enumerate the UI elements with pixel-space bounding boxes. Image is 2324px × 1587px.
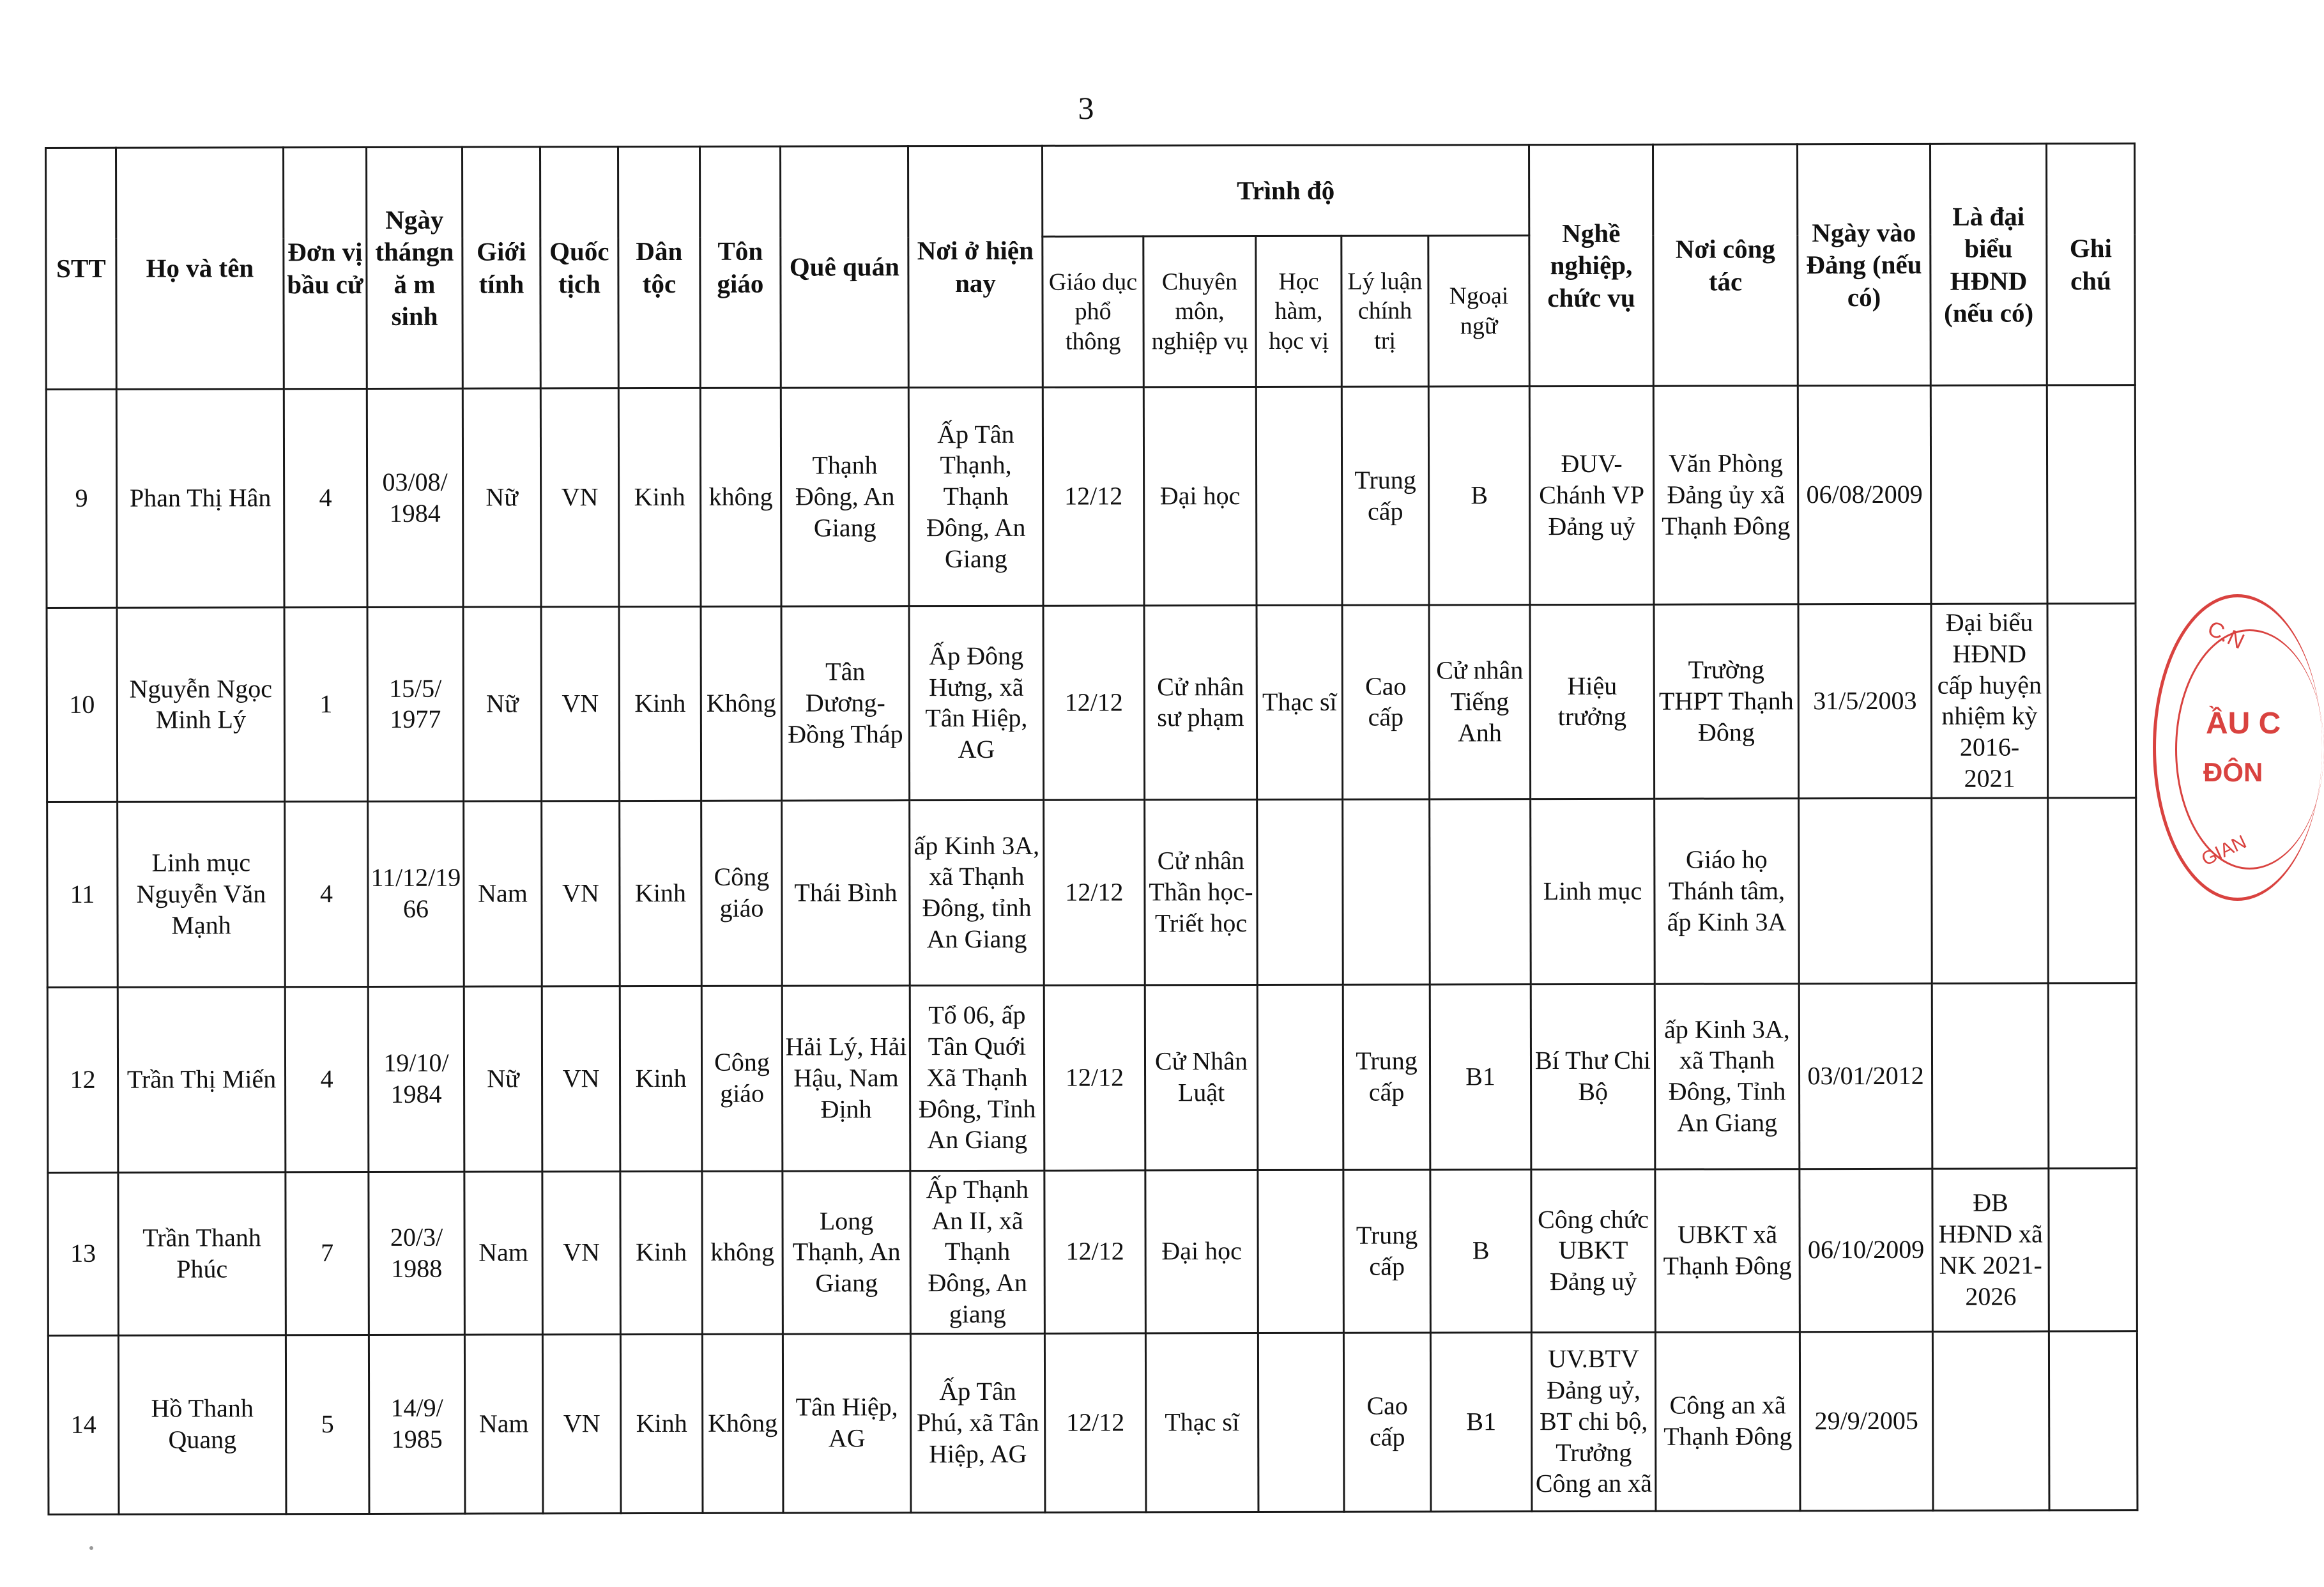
header-workplace: Nơi công tác bbox=[1653, 144, 1798, 386]
cell-occupation: Hiệu trưởng bbox=[1530, 604, 1655, 799]
cell-note bbox=[2049, 1168, 2137, 1331]
cell-party-date: 29/9/2005 bbox=[1800, 1331, 1933, 1510]
stamp-text: C.N bbox=[2203, 616, 2249, 654]
cell-religion: không bbox=[700, 388, 781, 606]
header-politics: Lý luận chính trị bbox=[1342, 236, 1428, 387]
cell-unit: 5 bbox=[286, 1335, 369, 1514]
cell-note bbox=[2047, 385, 2136, 604]
cell-stt: 13 bbox=[48, 1172, 119, 1335]
table-row bbox=[48, 1331, 2137, 1514]
cell-education: 12/12 bbox=[1044, 985, 1145, 1170]
scan-speck bbox=[89, 1546, 93, 1550]
stamp-text: ĐÔN bbox=[2203, 757, 2263, 787]
cell-nationality: VN bbox=[542, 801, 620, 986]
cell-name: Phan Thị Hân bbox=[116, 389, 284, 608]
cell-ethnicity: Kinh bbox=[618, 388, 701, 606]
cell-party-date bbox=[1799, 798, 1932, 983]
cell-language: B1 bbox=[1430, 984, 1531, 1169]
cell-education: 12/12 bbox=[1043, 387, 1144, 606]
cell-specialty: Cử nhân Thần học- Triết học bbox=[1145, 799, 1258, 985]
cell-language: Cử nhân Tiếng Anh bbox=[1429, 605, 1531, 799]
header-language: Ngoại ngữ bbox=[1428, 236, 1530, 387]
cell-residence: Ấp Đông Hưng, xã Tân Hiệp, AG bbox=[909, 606, 1044, 800]
cell-hometown: Long Thạnh, An Giang bbox=[783, 1170, 911, 1333]
cell-politics: Trung cấp bbox=[1343, 985, 1430, 1170]
cell-residence: Tổ 06, ấp Tân Quới Xã Thạnh Đông, Tỉnh An Giang bbox=[910, 985, 1044, 1170]
cell-delegate: Đại biểu HĐND cấp huyện nhiệm kỳ 2016-2021 bbox=[1931, 604, 2048, 798]
cell-specialty: Đại học bbox=[1143, 387, 1257, 606]
header-note: Ghi chú bbox=[2047, 144, 2136, 385]
cell-politics: Trung cấp bbox=[1343, 1170, 1431, 1333]
cell-religion: Không bbox=[701, 606, 782, 801]
cell-name: Hồ Thanh Quang bbox=[118, 1335, 286, 1514]
cell-ethnicity: Kinh bbox=[620, 986, 702, 1171]
cell-language bbox=[1430, 799, 1531, 984]
cell-name: Linh mục Nguyễn Văn Mạnh bbox=[118, 801, 286, 987]
header-hometown: Quê quán bbox=[781, 146, 909, 388]
header-delegate: Là đại biểu HĐND (nếu có) bbox=[1930, 144, 2047, 385]
cell-stt: 10 bbox=[47, 608, 118, 802]
cell-hometown: Hải Lý, Hải Hậu, Nam Định bbox=[782, 985, 910, 1170]
cell-gender: Nữ bbox=[463, 607, 542, 801]
cell-hometown: Thái Bình bbox=[782, 800, 910, 985]
table-row bbox=[47, 983, 2137, 1172]
cell-stt: 14 bbox=[48, 1335, 119, 1514]
cell-education: 12/12 bbox=[1044, 800, 1145, 985]
cell-workplace: ấp Kinh 3A, xã Thạnh Đông, Tỉnh An Giang bbox=[1655, 984, 1800, 1169]
cell-unit: 4 bbox=[284, 388, 367, 607]
candidate-table bbox=[45, 142, 2139, 1515]
cell-specialty: Thạc sĩ bbox=[1145, 1333, 1258, 1512]
cell-residence: Ấp Tân Phú, xã Tân Hiệp, AG bbox=[910, 1333, 1045, 1512]
cell-specialty: Đại học bbox=[1145, 1170, 1258, 1333]
cell-dob: 20/3/ 1988 bbox=[369, 1172, 465, 1335]
header-degree: Học hàm, học vị bbox=[1256, 236, 1342, 387]
cell-religion: Công giáo bbox=[701, 986, 783, 1171]
table-row bbox=[47, 604, 2136, 802]
cell-language: B1 bbox=[1430, 1332, 1532, 1511]
cell-ethnicity: Kinh bbox=[620, 1334, 703, 1513]
cell-degree bbox=[1258, 1170, 1344, 1333]
cell-stt: 9 bbox=[46, 389, 117, 608]
cell-dob: 19/10/ 1984 bbox=[368, 986, 464, 1172]
cell-delegate bbox=[1932, 1331, 2049, 1510]
cell-nationality: VN bbox=[542, 1334, 621, 1513]
cell-dob: 14/9/ 1985 bbox=[369, 1335, 465, 1514]
table-row bbox=[48, 1168, 2137, 1335]
cell-nationality: VN bbox=[540, 388, 619, 607]
cell-residence: Ấp Thạnh An II, xã Thạnh Đông, An giang bbox=[910, 1170, 1045, 1333]
cell-hometown: Thạnh Đông, An Giang bbox=[781, 388, 909, 606]
cell-delegate bbox=[1932, 798, 2049, 983]
cell-politics: Trung cấp bbox=[1342, 387, 1429, 605]
header-education: Giáo dục phổ thông bbox=[1043, 236, 1143, 387]
cell-note bbox=[2047, 604, 2136, 798]
header-gender: Giới tính bbox=[463, 147, 541, 388]
cell-gender: Nam bbox=[464, 1172, 543, 1335]
cell-dob: 15/5/ 1977 bbox=[367, 607, 464, 801]
cell-party-date: 31/5/2003 bbox=[1798, 604, 1932, 798]
cell-politics: Cao cấp bbox=[1343, 1333, 1431, 1512]
cell-residence: ấp Kinh 3A, xã Thạnh Đông, tỉnh An Giang bbox=[910, 800, 1044, 985]
cell-occupation: Bí Thư Chi Bộ bbox=[1531, 984, 1655, 1169]
header-trinh-do: Trình độ bbox=[1042, 145, 1529, 237]
cell-politics: Cao cấp bbox=[1342, 605, 1430, 799]
stamp-inner-ring bbox=[2175, 629, 2324, 870]
cell-party-date: 06/10/2009 bbox=[1800, 1169, 1933, 1331]
cell-workplace: Văn Phòng Đảng ủy xã Thạnh Đông bbox=[1653, 386, 1798, 604]
cell-occupation: Công chức UBKT Đảng uỷ bbox=[1531, 1169, 1656, 1332]
cell-religion: Không bbox=[702, 1334, 783, 1513]
cell-dob: 03/08/ 1984 bbox=[367, 388, 463, 607]
cell-unit: 4 bbox=[285, 801, 369, 986]
cell-education: 12/12 bbox=[1044, 1170, 1146, 1333]
cell-gender: Nam bbox=[464, 1335, 543, 1514]
cell-name: Trần Thanh Phúc bbox=[118, 1172, 286, 1335]
header-row-1 bbox=[46, 144, 2135, 239]
table-row bbox=[47, 797, 2137, 987]
cell-delegate bbox=[1930, 385, 2047, 604]
cell-stt: 12 bbox=[47, 987, 118, 1172]
cell-workplace: UBKT xã Thạnh Đông bbox=[1655, 1169, 1800, 1332]
cell-gender: Nữ bbox=[463, 388, 541, 607]
cell-delegate bbox=[1932, 983, 2049, 1169]
cell-specialty: Cử Nhân Luật bbox=[1145, 985, 1258, 1170]
cell-note bbox=[2048, 797, 2137, 983]
stamp-text: GIAN bbox=[2198, 831, 2250, 871]
cell-degree bbox=[1257, 799, 1343, 985]
page-number: 3 bbox=[1078, 90, 1094, 126]
cell-residence: Ấp Tân Thạnh, Thạnh Đông, An Giang bbox=[908, 387, 1043, 606]
cell-occupation: UV.BTV Đảng uỷ, BT chi bộ, Trưởng Công an xã bbox=[1531, 1332, 1656, 1511]
cell-nationality: VN bbox=[542, 986, 620, 1171]
cell-stt: 11 bbox=[47, 802, 118, 987]
cell-ethnicity: Kinh bbox=[620, 801, 702, 986]
cell-party-date: 06/08/2009 bbox=[1798, 385, 1931, 604]
cell-occupation: Linh mục bbox=[1531, 799, 1655, 984]
cell-degree bbox=[1256, 387, 1342, 605]
table-row bbox=[46, 385, 2136, 608]
cell-degree bbox=[1257, 985, 1343, 1170]
cell-workplace: Công an xã Thạnh Đông bbox=[1655, 1332, 1800, 1511]
cell-dob: 11/12/19 66 bbox=[368, 801, 464, 986]
cell-workplace: Trường THPT Thạnh Đông bbox=[1654, 604, 1799, 799]
header-residence: Nơi ở hiện nay bbox=[908, 146, 1043, 387]
header-dob: Ngày thángnă m sinh bbox=[367, 147, 463, 388]
cell-name: Nguyễn Ngọc Minh Lý bbox=[117, 608, 285, 802]
cell-religion: Công giáo bbox=[701, 801, 783, 986]
cell-education: 12/12 bbox=[1043, 606, 1145, 800]
cell-unit: 1 bbox=[284, 607, 368, 801]
cell-unit: 4 bbox=[285, 986, 369, 1172]
cell-delegate: ĐB HĐND xã NK 2021- 2026 bbox=[1932, 1169, 2049, 1331]
header-nationality: Quốc tịch bbox=[540, 147, 619, 388]
cell-occupation: ĐUV- Chánh VP Đảng uỷ bbox=[1529, 386, 1654, 604]
cell-degree bbox=[1258, 1333, 1344, 1512]
cell-language: B bbox=[1428, 387, 1530, 605]
header-specialty: Chuyên môn, nghiệp vụ bbox=[1143, 236, 1256, 387]
header-ethnicity: Dân tộc bbox=[618, 146, 701, 388]
cell-education: 12/12 bbox=[1044, 1333, 1146, 1512]
cell-gender: Nữ bbox=[464, 986, 542, 1172]
cell-language: B bbox=[1430, 1169, 1532, 1332]
header-name: Họ và tên bbox=[116, 148, 284, 390]
cell-ethnicity: Kinh bbox=[619, 606, 701, 801]
cell-note bbox=[2049, 1331, 2137, 1510]
cell-note bbox=[2048, 983, 2137, 1168]
header-occupation: Nghề nghiệp, chức vụ bbox=[1529, 144, 1654, 386]
cell-nationality: VN bbox=[542, 1171, 621, 1334]
cell-party-date: 03/01/2012 bbox=[1799, 983, 1932, 1169]
official-stamp bbox=[2153, 594, 2322, 901]
cell-specialty: Cử nhân sư phạm bbox=[1144, 606, 1257, 800]
cell-nationality: VN bbox=[541, 607, 620, 801]
header-unit: Đơn vị bầu cử bbox=[284, 147, 367, 388]
cell-unit: 7 bbox=[286, 1172, 369, 1335]
cell-ethnicity: Kinh bbox=[620, 1171, 703, 1334]
cell-politics bbox=[1343, 799, 1430, 985]
cell-degree: Thạc sĩ bbox=[1257, 605, 1343, 799]
cell-workplace: Giáo họ Thánh tâm, ấp Kinh 3A bbox=[1655, 799, 1800, 984]
header-party-date: Ngày vào Đảng (nếu có) bbox=[1798, 144, 1931, 385]
stamp-text: ẦU C bbox=[2206, 707, 2281, 740]
cell-hometown: Tân Hiệp, AG bbox=[783, 1333, 911, 1512]
cell-hometown: Tân Dương- Đồng Tháp bbox=[781, 606, 910, 801]
cell-gender: Nam bbox=[464, 801, 542, 986]
cell-name: Trần Thị Miến bbox=[118, 986, 286, 1172]
header-religion: Tôn giáo bbox=[700, 146, 781, 388]
header-stt: STT bbox=[46, 148, 117, 389]
cell-religion: không bbox=[702, 1171, 783, 1334]
